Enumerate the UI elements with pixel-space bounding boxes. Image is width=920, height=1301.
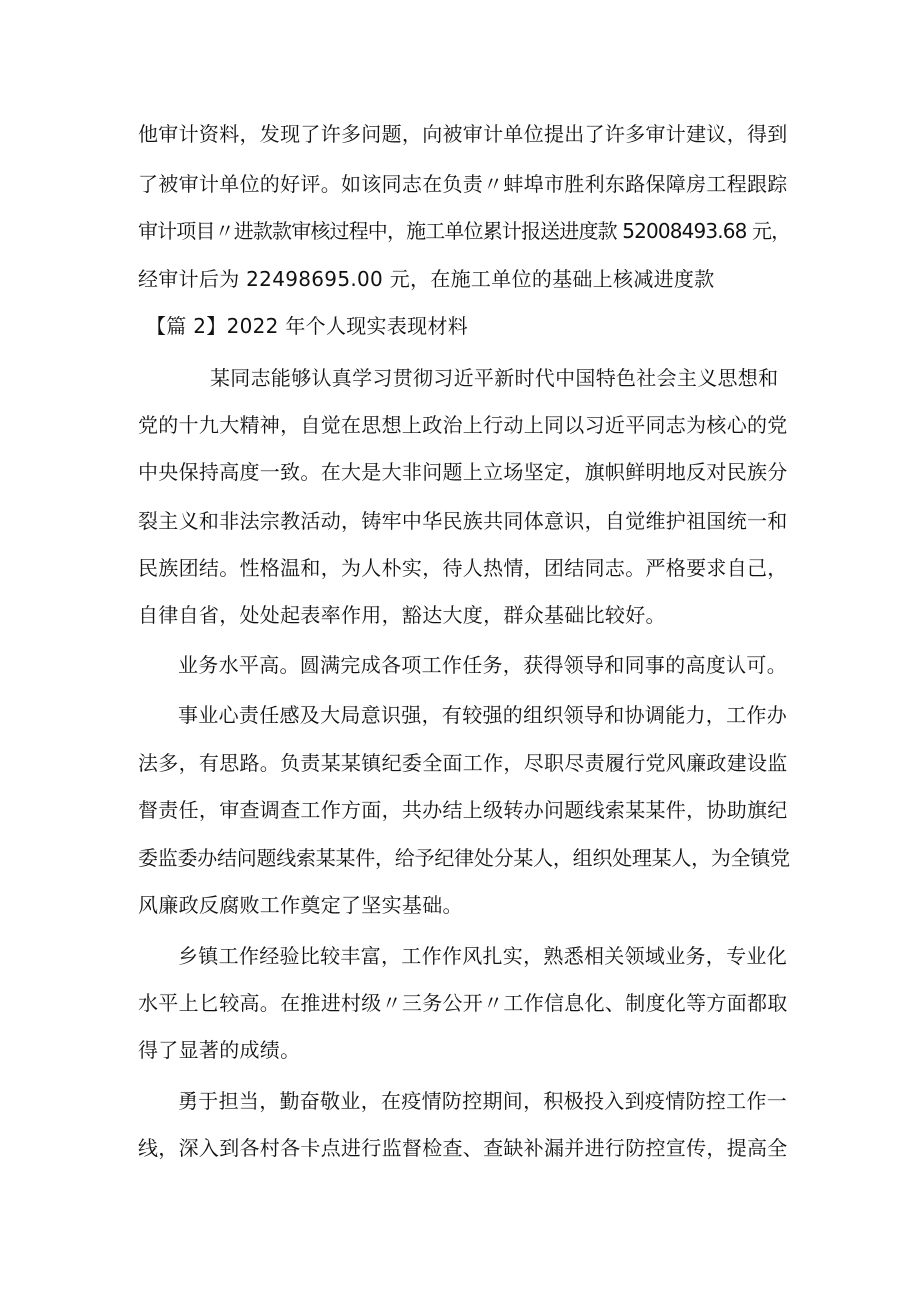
- text-line: 中央保持高度一致。在大是大非问题上立场坚定，旗帜鲜明地反对民族分: [138, 460, 788, 484]
- paragraph-first-line: 事业心责任感及大局意识强，有较强的组织领导和协调能力，工作办: [178, 703, 787, 727]
- paragraph-first-line: 勇于担当，勤奋敬业，在疫情防控期间，积极投入到疫情防控工作一: [178, 1089, 787, 1113]
- section-heading: 【篇 2】2022 年个人现实表现材料: [146, 314, 469, 338]
- text-line: 督责任，审查调查工作方面，共办结上级转办问题线索某某件，协助旗纪: [138, 798, 788, 822]
- paragraph-first-line: 某同志能够认真学习贯彻习近平新时代中国特色社会主义思想和: [210, 366, 779, 390]
- paragraph-first-line: 业务水平高。圆满完成各项工作任务，获得领导和同事的高度认可。: [178, 653, 787, 677]
- text-line: 委监委办结问题线索某某件，给予纪律处分某人，组织处理某人，为全镇党: [138, 846, 790, 870]
- text-line: 党的十九大精神，自觉在思想上政治上行动上同以习近平同志为核心的党: [138, 413, 788, 437]
- text-line: 自律自省，处处起表率作用，豁达大度，群众基础比较好。: [138, 603, 666, 627]
- text-line: 他审计资料，发现了许多问题，向被审计单位提出了许多审计建议，得到: [138, 122, 788, 146]
- paragraph-first-line: 乡镇工作经验比较丰富，工作作风扎实，熟悉相关领域业务，专业化: [178, 944, 787, 968]
- text-line: 得了显著的成绩。: [138, 1038, 301, 1062]
- text-line: 民族团结。性格温和，为人朴实，待人热情，团结同志。严格要求自己，: [138, 556, 788, 580]
- text-line: 风廉政反腐败工作奠定了坚实基础。: [138, 893, 463, 917]
- text-line: 裂主义和非法宗教活动，铸牢中华民族共同体意识，自觉维护祖国统一和: [138, 509, 788, 533]
- text-line: 法多，有思路。负责某某镇纪委全面工作，尽职尽责履行党风廉政建设监: [138, 751, 788, 775]
- text-line: 经审计后为 22498695.00 元，在施工单位的基础上核减进度款: [138, 267, 715, 291]
- text-line: 线，深入到各村各卡点进行监督检查、查缺补漏并进行防控宣传，提高全: [138, 1136, 788, 1160]
- text-line: 审计项目〃进款款审核过程中，施工单位累计报送进度款 52008493.68 元，: [138, 219, 791, 243]
- text-line: 了被审计单位的好评。如该同志在负责〃蚌埠市胜利东路保障房工程跟踪: [138, 172, 788, 196]
- text-line: 水平上匕较高。在推进村级〃三务公开〃工作信息化、制度化等方面都取: [138, 991, 788, 1015]
